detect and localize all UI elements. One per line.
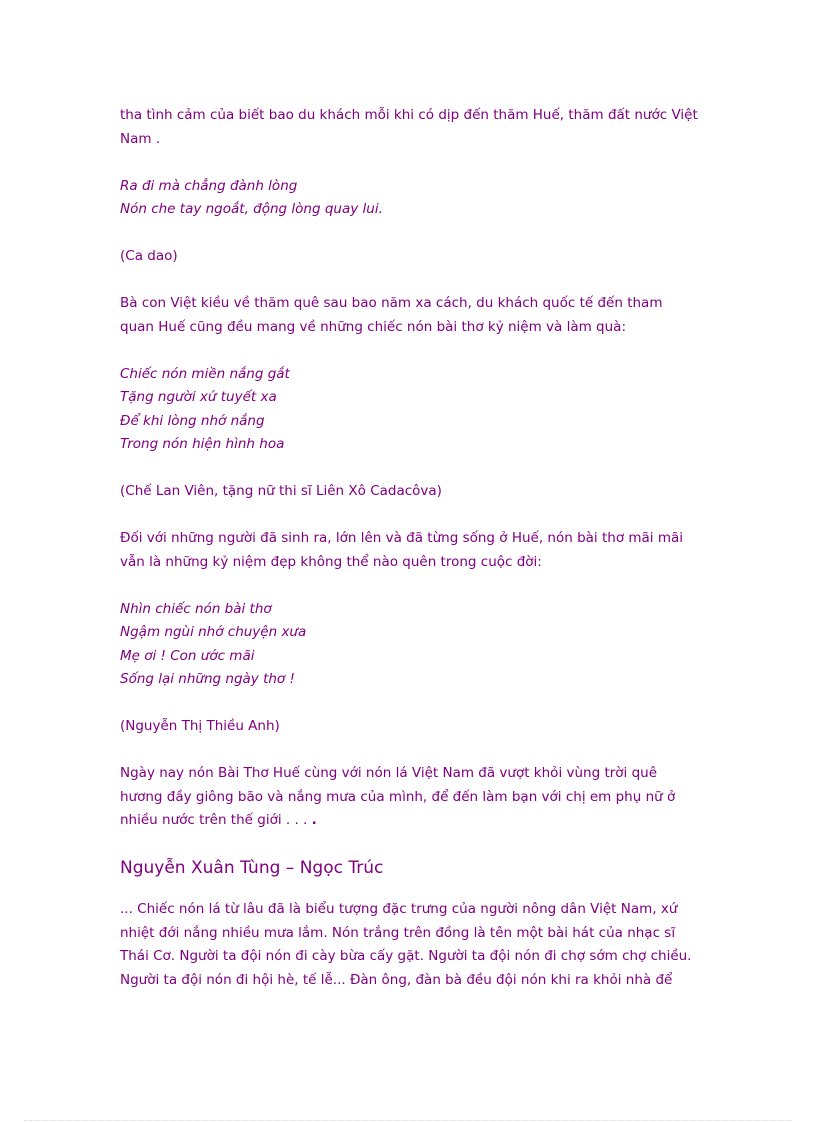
text-line: quan Huế cũng đều mang về những chiếc nón bài thơ kỷ niệm và làm quà:: [120, 318, 626, 335]
citation-che-lan-vien: [120, 480, 700, 504]
section-heading: Nguyễn Xuân Tùng – Ngọc Trúc: [120, 858, 384, 878]
paragraph-2: [120, 292, 700, 339]
verse-line: Để khi lòng nhớ nắng: [120, 412, 265, 429]
verse-line: Ngậm ngùi nhớ chuyện xưa: [120, 624, 307, 640]
text-line: [120, 809, 700, 833]
paragraph-1: [120, 104, 700, 151]
text-line: nhiệt đới nắng nhiều mưa lắm. Nón trắng trên đồng là tên một bài hát của nhạc sĩ: [120, 924, 676, 941]
verse-line: Chiếc nón miền nắng gắt: [120, 365, 290, 382]
paragraph-5: [120, 898, 700, 992]
citation-thieu-anh: [120, 715, 700, 739]
verse-line: Trong nón hiện hình hoa: [120, 436, 285, 452]
citation-ca-dao: [120, 245, 700, 269]
verse-thieu-anh: [120, 598, 700, 692]
text-line: vẫn là những kỷ niệm đẹp không thể nào quên trong cuộc đời:: [120, 553, 542, 570]
verse-line: Mẹ ơi ! Con ước mãi: [120, 647, 255, 664]
verse-ca-dao: [120, 175, 700, 222]
text-line: Đối với những người đã sinh ra, lớn lên và đã từng sống ở Huế, nón bài thơ mãi mãi: [120, 530, 684, 546]
text-line: ... Chiếc nón lá từ lâu đã là biểu tượng đặc trưng của người nông dân Việt Nam, xứ: [120, 901, 678, 917]
text-line: hương đầy giông bão và nắng mưa của mình, để đến làm bạn với chị em phụ nữ ở: [120, 788, 676, 805]
text-line: Ngày nay nón Bài Thơ Huế cùng với nón lá Việt Nam đã vượt khỏi vùng trời quê: [120, 765, 658, 781]
text-line: Nam .: [120, 130, 161, 147]
document-body: [120, 104, 700, 1016]
citation-text: (Ca dao): [120, 248, 178, 264]
text-line: tha tình cảm của biết bao du khách mỗi khi có dịp đến thăm Huế, thăm đất nước Việt: [120, 107, 698, 123]
text-line: Bà con Việt kiều về thăm quê sau bao năm xa cách, du khách quốc tế đến tham: [120, 295, 663, 311]
text-line-content: nhiều nước trên thế giới . . .: [120, 812, 308, 828]
paragraph-3: [120, 527, 700, 574]
bold-period: .: [311, 812, 317, 828]
verse-line: Ra đi mà chẳng đành lòng: [120, 177, 298, 194]
verse-line: Nón che tay ngoắt, động lòng quay lui.: [120, 201, 383, 217]
verse-line: Nhìn chiếc nón bài thơ: [120, 600, 272, 617]
citation-text: (Nguyễn Thị Thiều Anh): [120, 718, 280, 734]
verse-line: Sống lại những ngày thơ !: [120, 671, 295, 687]
text-line: Thái Cơ. Người ta đội nón đi cày bừa cấy gặt. Người ta đội nón đi chợ sớm chợ chiều.: [120, 948, 692, 964]
page-bottom-divider: [24, 1120, 792, 1121]
citation-text: (Chế Lan Viên, tặng nữ thi sĩ Liên Xô Cadacôva): [120, 483, 442, 499]
paragraph-4: [120, 762, 700, 833]
verse-che-lan-vien: [120, 363, 700, 457]
verse-line: Tặng người xứ tuyết xa: [120, 389, 277, 405]
text-line: Người ta đội nón đi hội hè, tế lễ... Đàn ông, đàn bà đều đội nón khi ra khỏi nhà để: [120, 971, 673, 988]
